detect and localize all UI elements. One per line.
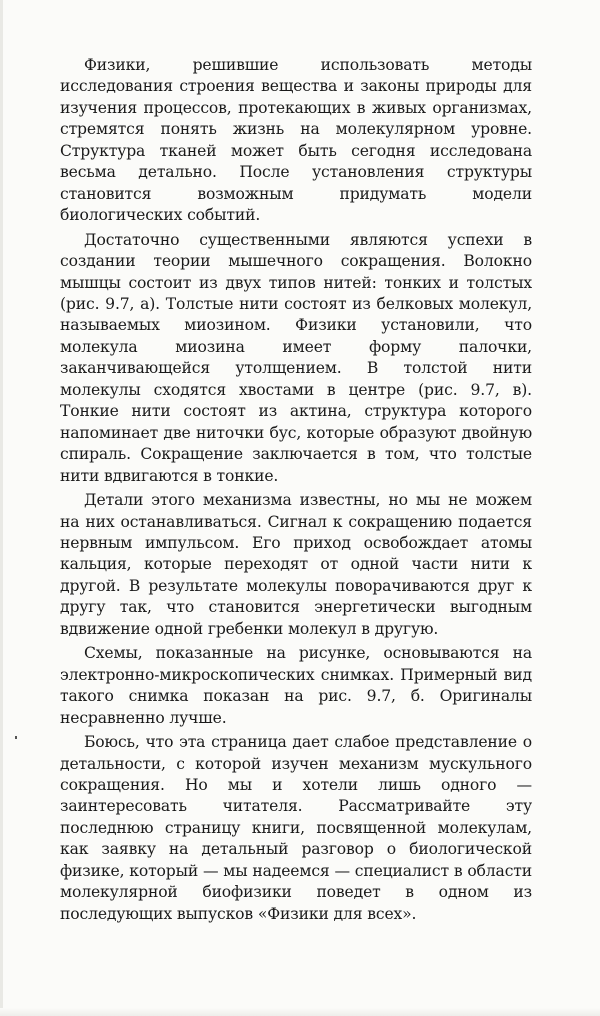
paragraph-5: Боюсь, что эта страница дает слабое представление о детальности, с которой изучен механизм мускульного сокращения. Но мы и хотели лишь одного — заинтересовать читателя. Рассматривайте эту последнюю страницу книги, посвященной молекулам, как заявку на детальный разговор о биологической физике, который — мы надеемся — специалист в области молекулярной биофизики поведет в одном из последующих выпусков «Физики для всех».	[60, 733, 532, 923]
paragraph-3: Детали этого механизма известны, но мы не можем на них останавливаться. Сигнал к сокращению подается нервным импульсом. Его приход освобождает атомы кальция, которые переходят от одной части нити к другой. В результате молекулы поворачиваются друг к другу так, что становится энергетически выгодным вдвижение одной гребенки молекул в другую.	[60, 491, 532, 638]
page-left-edge	[0, 0, 3, 1016]
scan-speck	[15, 736, 17, 739]
paragraph-2: Достаточно существенными являются успехи в создании теории мышечного сокращения. Волокно мышцы состоит из двух типов нитей: тонких и толстых (рис. 9.7, а). Толстые нити состоят из белковых молекул, называемых миозином. Физики установили, что молекула миозина имеет форму палочки, заканчивающейся утолщением. В толстой нити молекулы сходятся хвостами в центре (рис. 9.7, в). Тонкие нити состоят из актина, структура которого напоминает две ниточки бус, которые образуют двойную спираль. Сокращение заключается в том, что толстые нити вдвигаются в тонкие.	[60, 230, 532, 485]
paragraph-4: Схемы, показанные на рисунке, основываются на электронно-микроскопических снимках. Примерный вид такого снимка показан на рис. 9.7, б. Оригиналы несравненно лучше.	[60, 644, 532, 727]
body-text	[60, 55, 532, 925]
paragraph-1: Физики, решившие использовать методы исследования строения вещества и законы природы для изучения процессов, протекающих в живых организмах, стремятся понять жизнь на молекулярном уровне. Структура тканей может быть сегодня исследована весьма детально. После установления структуры становится возможным придумать модели биологических событий.	[60, 56, 532, 225]
page-bottom-edge	[0, 1008, 600, 1016]
